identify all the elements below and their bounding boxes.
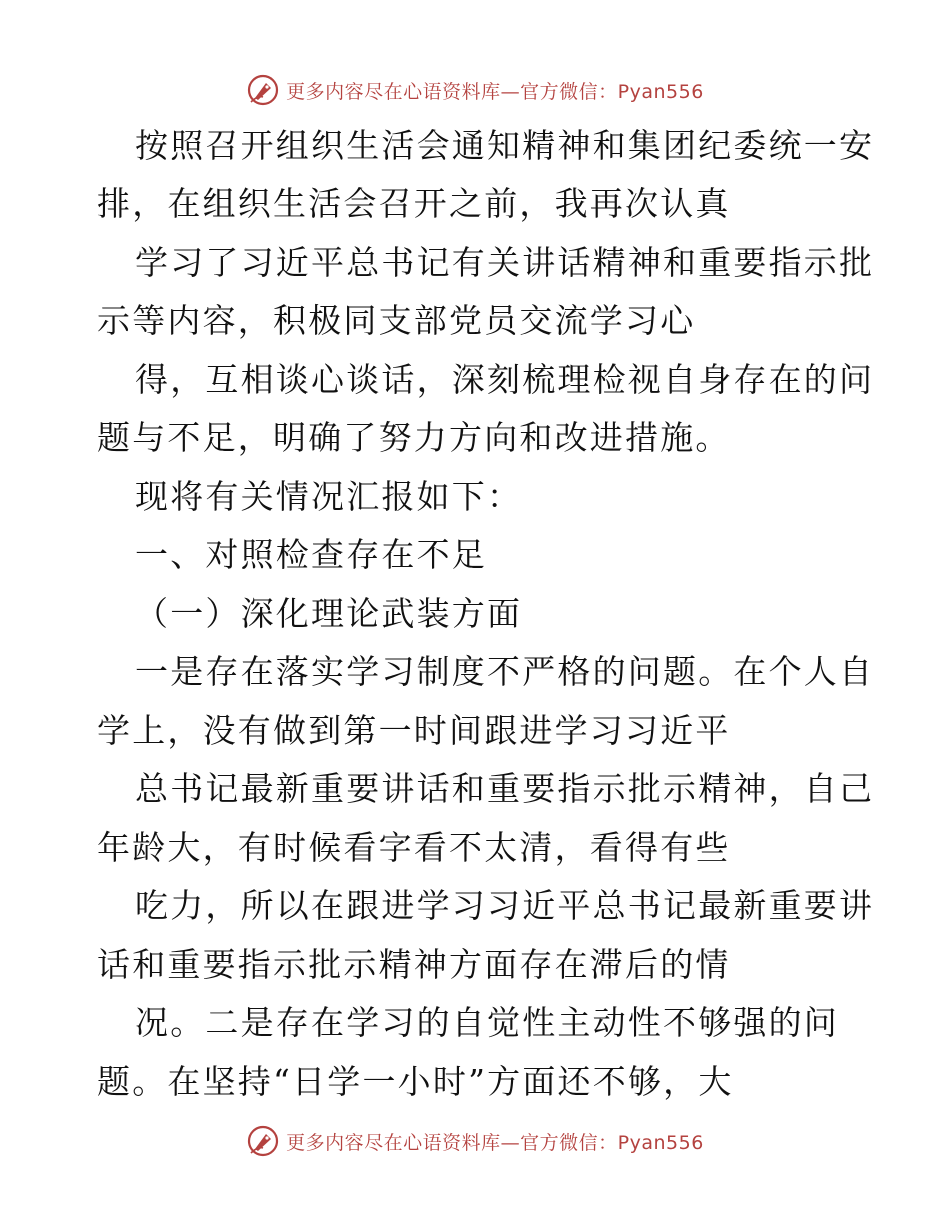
body-line: 按照召开组织生活会通知精神和集团纪委统一安 bbox=[135, 126, 875, 165]
watermark-text bbox=[286, 77, 704, 104]
body-line: 得，互相谈心谈话，深刻梳理检视自身存在的问 bbox=[135, 360, 875, 399]
watermark-wechat-id: Pyan556 bbox=[617, 80, 704, 103]
body-line: 现将有关情况汇报如下： bbox=[135, 477, 523, 516]
watermark-label: 更多内容尽在心语资料库—官方微信： bbox=[286, 80, 618, 103]
body-line: 一是存在落实学习制度不严格的问题。在个人自 bbox=[135, 652, 875, 691]
body-line: 示等内容，积极同支部党员交流学习心 bbox=[97, 301, 696, 340]
watermark-wechat-id: Pyan556 bbox=[617, 1131, 704, 1154]
watermark-label: 更多内容尽在心语资料库—官方微信： bbox=[286, 1131, 618, 1154]
body-line: 题。在坚持“日学一小时”方面还不够，大 bbox=[97, 1062, 734, 1101]
watermark-text bbox=[286, 1128, 704, 1155]
pen-nib-logo-icon bbox=[246, 1124, 280, 1158]
header-watermark bbox=[0, 70, 950, 110]
body-line: 吃力，所以在跟进学习习近平总书记最新重要讲 bbox=[135, 886, 875, 925]
body-line: 题与不足，明确了努力方向和改进措施。 bbox=[97, 418, 731, 457]
body-line: 话和重要指示批示精神方面存在滞后的情 bbox=[97, 945, 731, 984]
body-line: 学习了习近平总书记有关讲话精神和重要指示批 bbox=[135, 243, 875, 282]
body-line: 况。二是存在学习的自觉性主动性不够强的问 bbox=[135, 1003, 839, 1042]
body-line: 学上，没有做到第一时间跟进学习习近平 bbox=[97, 711, 731, 750]
body-line: 总书记最新重要讲话和重要指示批示精神，自己 bbox=[135, 769, 875, 808]
body-line: 年龄大，有时候看字看不太清，看得有些 bbox=[97, 828, 731, 867]
pen-nib-logo-icon bbox=[246, 73, 280, 107]
section-heading: 一、对照检查存在不足 bbox=[135, 535, 487, 574]
subsection-heading: （一）深化理论武装方面 bbox=[135, 594, 523, 633]
body-line: 排，在组织生活会召开之前，我再次认真 bbox=[97, 184, 731, 223]
footer-watermark bbox=[0, 1121, 950, 1161]
